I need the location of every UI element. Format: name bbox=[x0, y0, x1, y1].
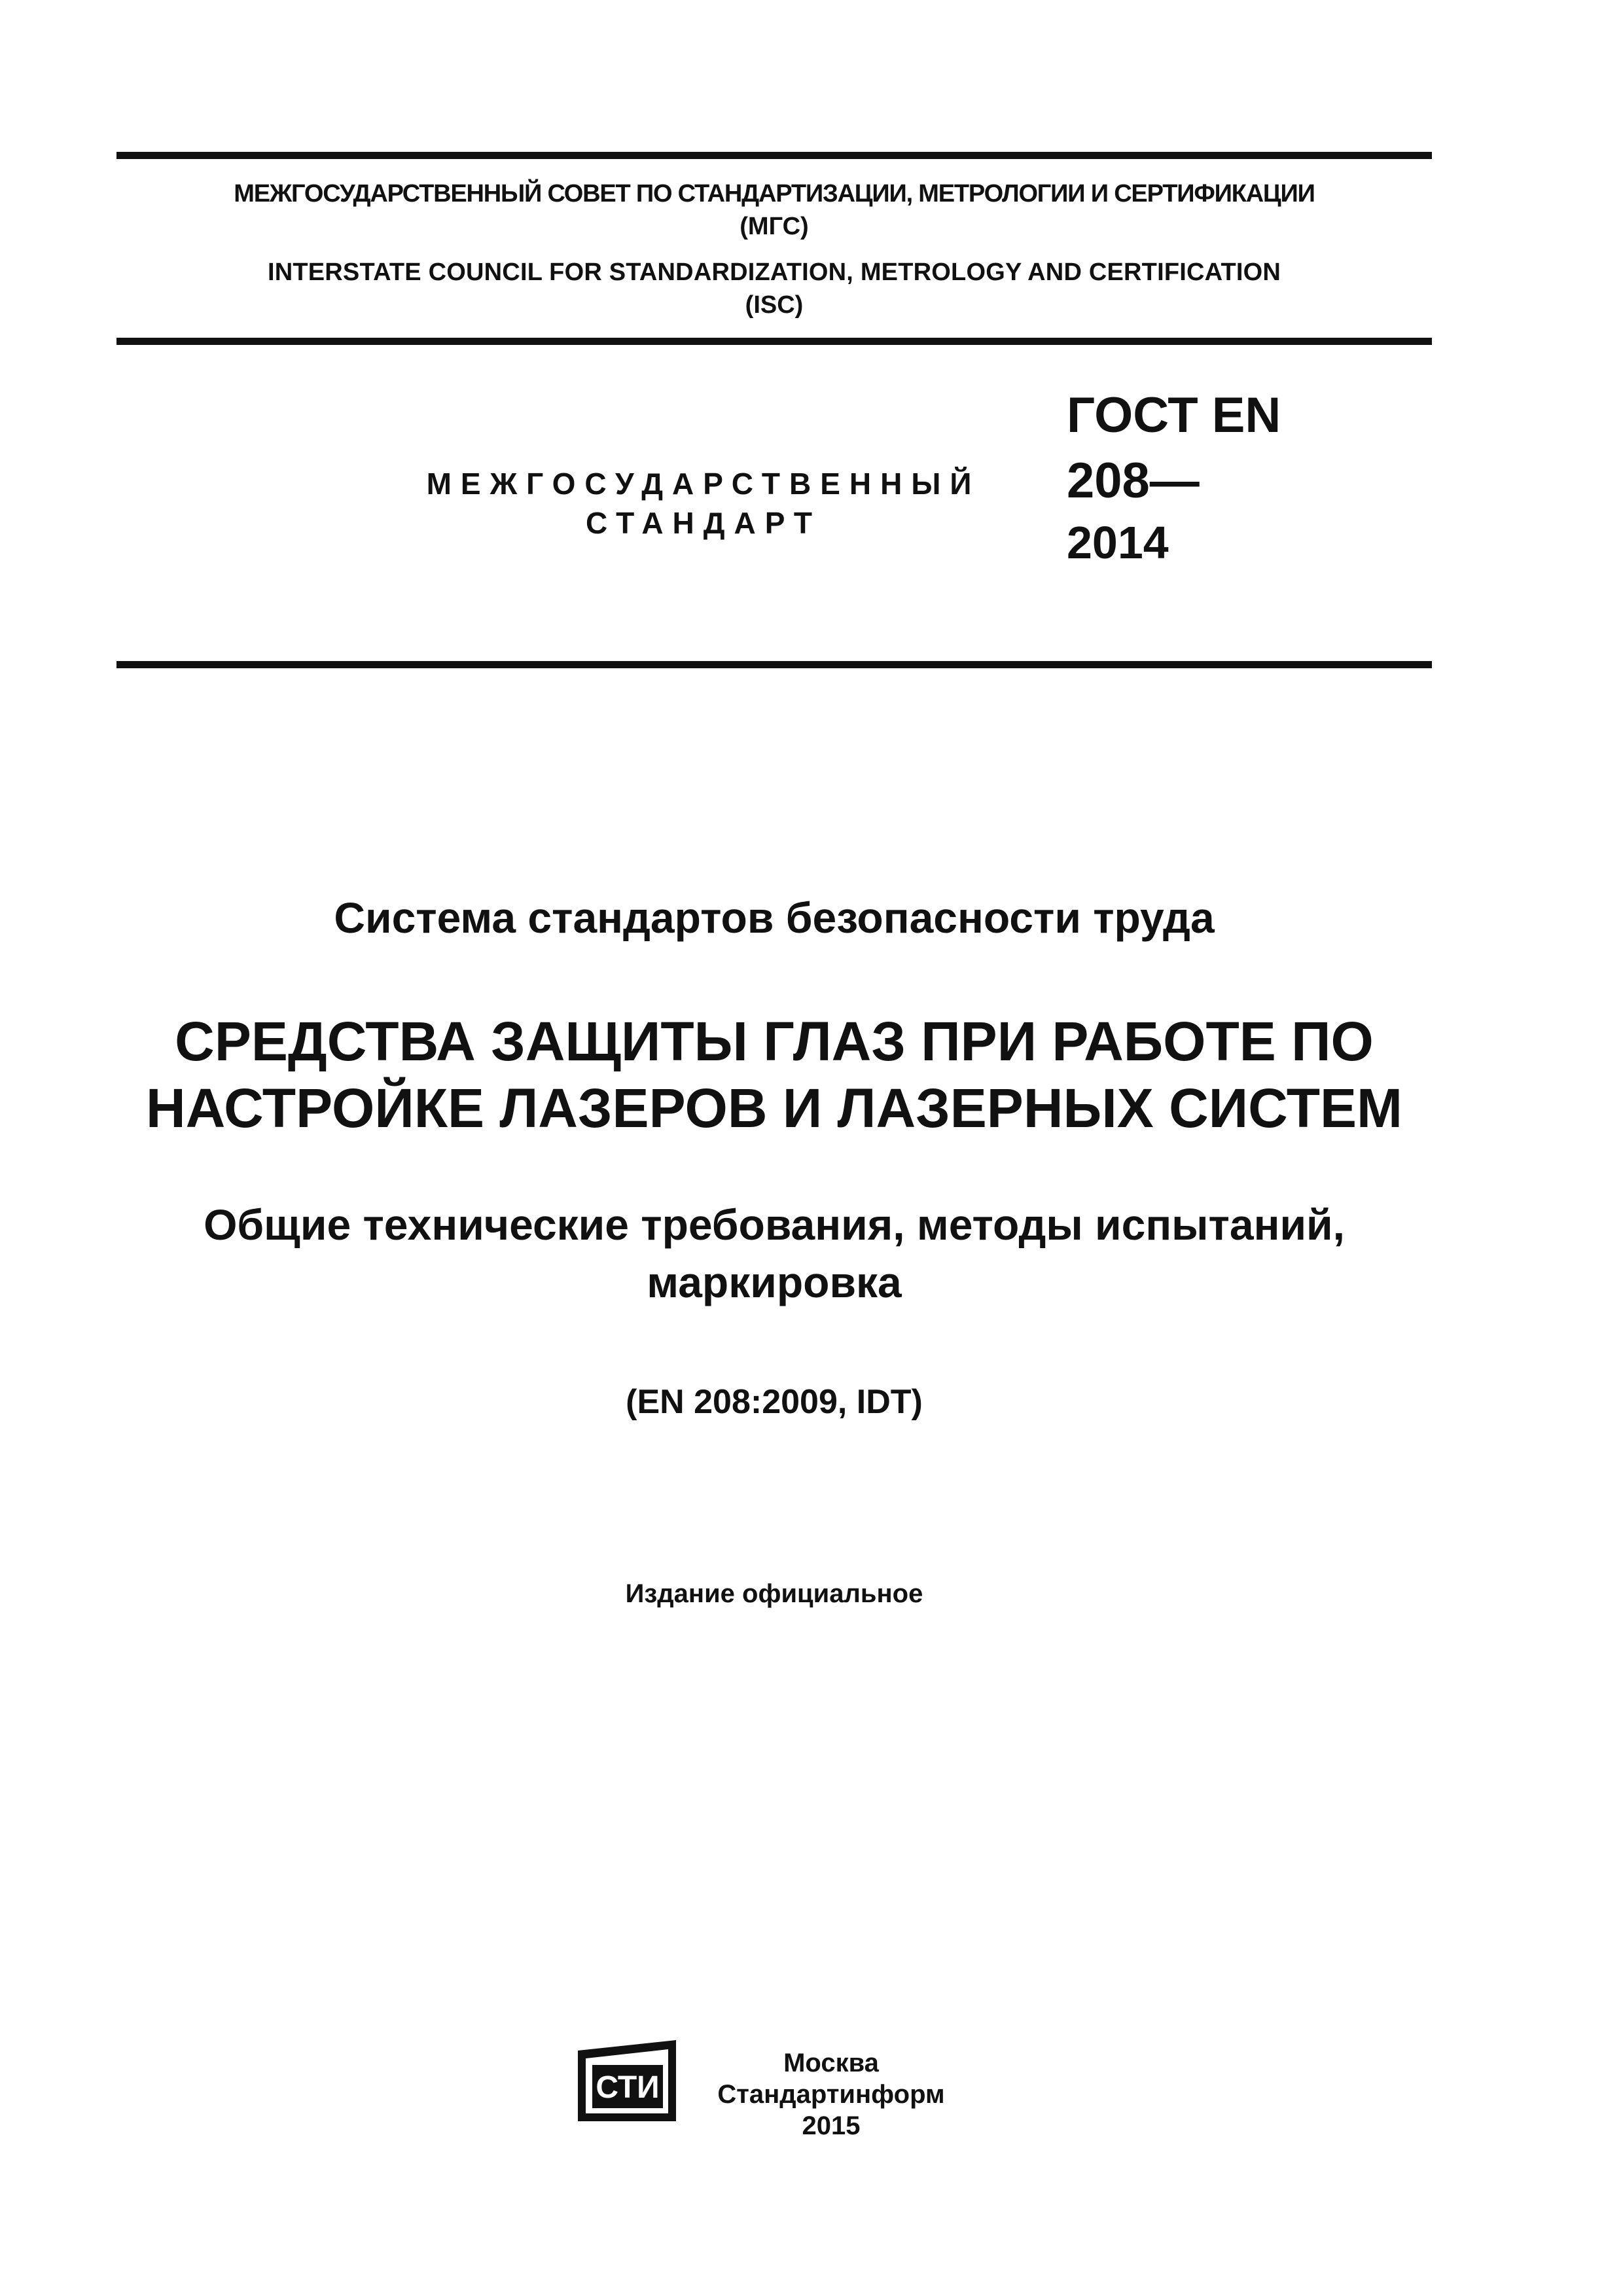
council-abbr-ru: (МГС) bbox=[740, 213, 809, 240]
document-title-line1: СРЕДСТВА ЗАЩИТЫ ГЛАЗ ПРИ РАБОТЕ ПО bbox=[175, 1011, 1374, 1072]
edition-label: Издание официальное bbox=[625, 1579, 923, 1608]
top-rule bbox=[116, 152, 1432, 159]
standard-code-line2: 208— bbox=[1067, 453, 1200, 509]
standard-code-line1: ГОСТ EN bbox=[1067, 387, 1281, 443]
designation-rule bbox=[116, 661, 1432, 668]
standard-kind-line2: СТАНДАРТ bbox=[586, 506, 821, 540]
publisher-name: Стандартинформ bbox=[717, 2080, 945, 2109]
header-rule bbox=[116, 338, 1432, 345]
standartinform-logo bbox=[573, 2039, 684, 2124]
council-name-ru: МЕЖГОСУДАРСТВЕННЫЙ СОВЕТ ПО СТАНДАРТИЗАЦИИ, МЕТРОЛОГИИ И СЕРТИФИКАЦИИ bbox=[234, 180, 1315, 207]
document-subtitle-line2: маркировка bbox=[647, 1258, 902, 1306]
standard-code-line3: 2014 bbox=[1067, 517, 1169, 568]
publisher-city: Москва bbox=[783, 2049, 879, 2077]
publication-year: 2015 bbox=[802, 2111, 861, 2140]
council-name-en: INTERSTATE COUNCIL FOR STANDARDIZATION, METROLOGY AND CERTIFICATION bbox=[267, 259, 1281, 286]
logo-lettering: СТИ bbox=[596, 2070, 660, 2105]
document-subtitle-line1: Общие технические требования, методы испытаний, bbox=[204, 1200, 1345, 1249]
council-abbr-en: (ISC) bbox=[745, 291, 804, 319]
standard-kind-line1: МЕЖГОСУДАРСТВЕННЫЙ bbox=[426, 467, 981, 501]
standards-series: Система стандартов безопасности труда bbox=[334, 893, 1215, 942]
equivalence-reference: (EN 208:2009, IDT) bbox=[626, 1383, 923, 1421]
document-title-line2: НАСТРОЙКЕ ЛАЗЕРОВ И ЛАЗЕРНЫХ СИСТЕМ bbox=[145, 1077, 1403, 1139]
